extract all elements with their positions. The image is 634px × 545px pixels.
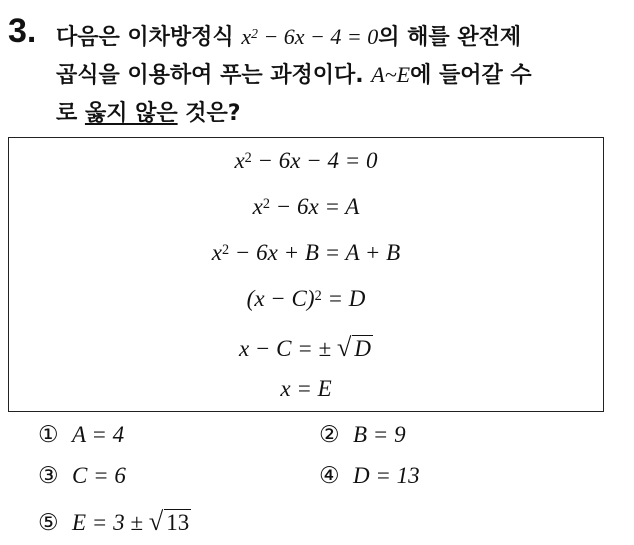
question-text-3: 로 [56,101,78,126]
choice-4[interactable] [319,463,420,489]
step-3: $x^2 - 6x + B = A + B$ [211,240,401,265]
step-5: x − C = ± √ D [238,332,372,362]
choice-3-text: C = 6 [72,463,126,488]
choice-4-text: D = 13 [353,463,420,488]
question-line-1 [56,20,521,51]
question-text-1b: 의 해를 완전제 [378,25,522,50]
question-line-3 [56,96,241,127]
step-1: $x^2 - 6x - 4 = 0$ [234,148,378,173]
question-text-3b: 것은? [185,101,241,126]
step-2: $x^2 - 6x = A$ [252,194,360,219]
choice-5-mark: ⑤ [38,510,59,535]
choice-1[interactable] [38,422,124,448]
sqrt-sign: √ 13 [148,506,190,536]
choice-3[interactable] [38,463,126,489]
question-line-2 [56,58,532,89]
question-equation: $x^2 - 6x - 4 = 0$ [241,24,379,49]
question-range: A~E [371,62,411,87]
question-emphasis: 옳지 않은 [84,101,178,126]
step-6: x = E [280,376,332,401]
sqrt-sign: √ D [336,332,372,362]
choice-2-text: B = 9 [353,422,406,447]
step-4: $(x - C)^2 = D$ [246,286,366,311]
choice-1-text: A = 4 [72,422,125,447]
question-text-1: 다음은 이차방정식 [56,25,234,50]
choice-2[interactable] [319,422,406,448]
choice-5[interactable] [38,506,191,537]
choice-1-mark: ① [38,422,59,447]
choice-3-mark: ③ [38,463,59,488]
solution-box [8,137,604,412]
question-text-2b: 에 들어갈 수 [410,63,532,88]
choice-5-text: E = 3 ± √ 13 [72,506,190,536]
question-number: 3. [8,12,37,50]
question-text-2: 곱식을 이용하여 푸는 과정이다. [56,63,364,88]
choice-4-mark: ④ [319,463,340,488]
choice-2-mark: ② [319,422,340,447]
